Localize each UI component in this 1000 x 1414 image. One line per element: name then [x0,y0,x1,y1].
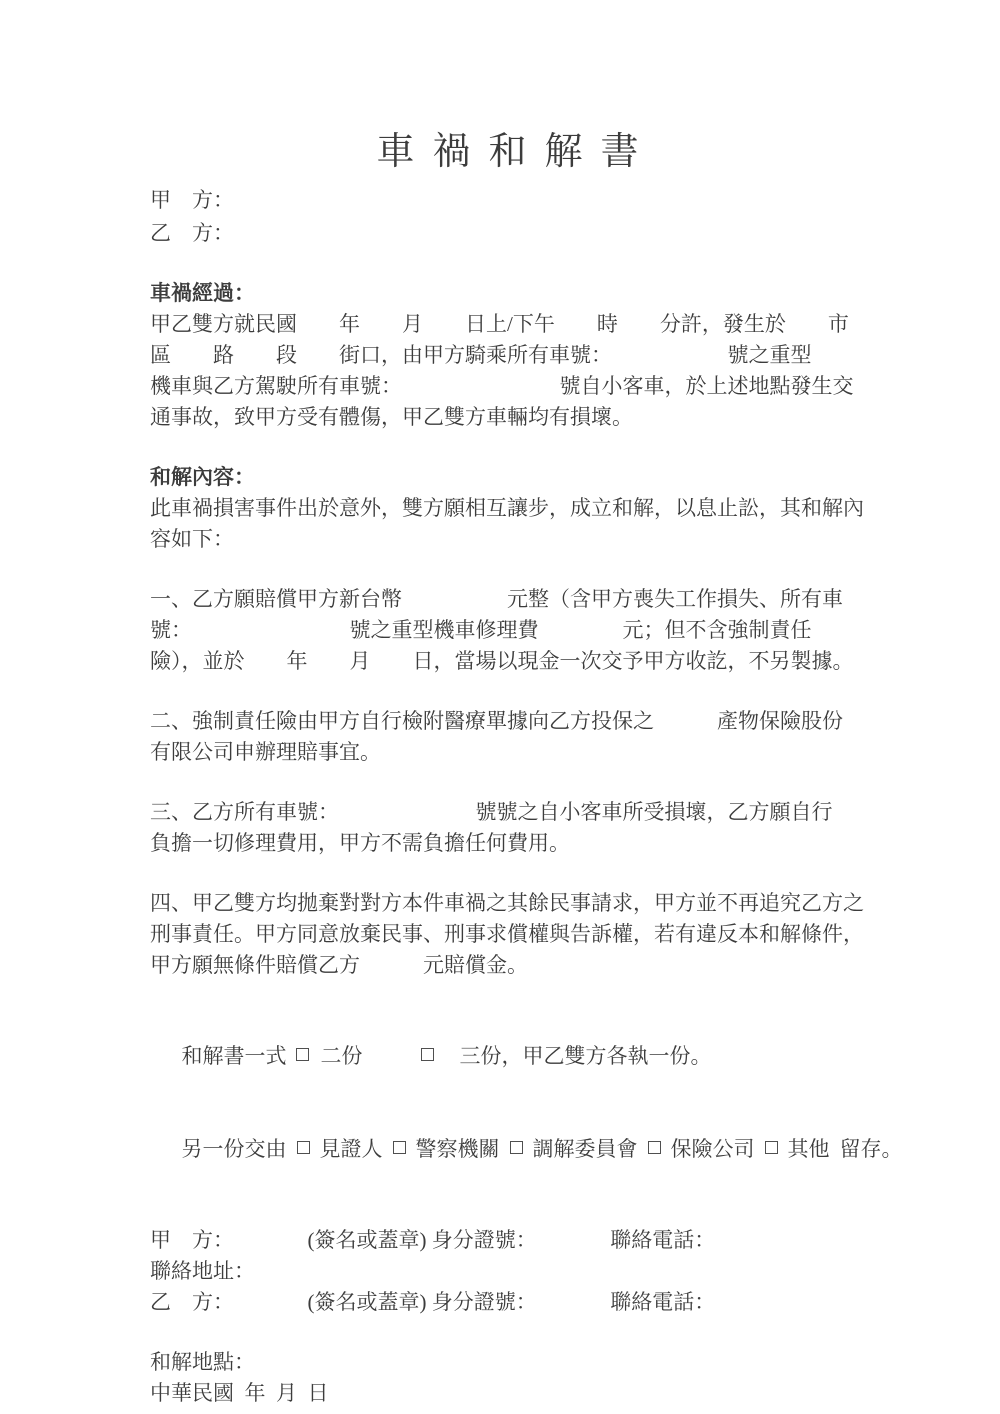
settlement-line: 此車禍損害事件出於意外，雙方願相互讓步，成立和解，以息止訟，其和解內 [150,496,864,520]
label-three-copies: 三份，甲乙雙方各執一份。 [459,1044,712,1068]
signature-party-b-line: 乙 方： (簽名或蓋章) 身分證號： 聯絡電話： [150,1290,716,1314]
roc-date-line: 中華民國 年 月 日 [150,1381,329,1405]
label-police: 警察機關 [415,1137,500,1161]
item-1-compensation [150,584,865,677]
checkbox-police [393,1141,406,1154]
checkbox-mediation-committee [510,1141,523,1154]
item-line: 險），並於 年 月 日，當場以現金一次交予甲方收訖，不另製據。 [150,649,854,673]
item-line: 負擔一切修理費用，甲方不需負擔任何費用。 [150,831,570,855]
contact-address-line: 聯絡地址： [150,1259,255,1283]
parties-block [150,184,865,250]
settlement-line: 容如下： [150,527,234,551]
item-line: 四、甲乙雙方均拋棄對對方本件車禍之其餘民事請求，甲方並不再追究乙方之 [150,891,864,915]
label-other: 其他 [787,1137,830,1161]
item-line: 一、乙方願賠償甲方新台幣 元整（含甲方喪失工作損失、所有車 [150,587,843,611]
item-line: 三、乙方所有車號： 號號之自小客車所受損壞，乙方願自行 [150,800,833,824]
copies-count-prefix: 和解書一式 [181,1044,287,1068]
party-a-label: 甲 方： [150,188,234,212]
checkbox-insurance-company [648,1141,661,1154]
settlement-place-line: 和解地點： [150,1350,255,1374]
item-line: 甲方願無條件賠償乙方 元賠償金。 [150,953,528,977]
party-b-label: 乙 方： [150,221,234,245]
checkbox-two-copies [296,1048,309,1061]
signature-section [150,1225,865,1318]
item-line: 有限公司申辦理賠事宜。 [150,740,381,764]
item-line: 刑事責任。甲方同意放棄民事、刑事求償權與告訴權，若有違反本和解條件， [150,922,864,946]
settlement-heading: 和解內容： [150,465,255,489]
accident-line: 機車與乙方駕駛所有車號： 號自小客車，於上述地點發生交 [150,374,854,398]
accident-line: 甲乙雙方就民國 年 月 日上/下午 時 分許，發生於 市 [150,312,849,336]
label-witness: 見證人 [319,1137,383,1161]
label-mediation-committee: 調解委員會 [532,1137,638,1161]
checkbox-three-copies [421,1048,434,1061]
checkbox-witness [297,1141,310,1154]
accident-line: 通事故，致甲方受有體傷，甲乙雙方車輛均有損壞。 [150,405,633,429]
item-line: 二、強制責任險由甲方自行檢附醫療單據向乙方投保之 產物保險股份 [150,709,843,733]
accident-line: 區 路 段 街口，由甲方騎乘所有車號： 號之重型 [150,343,812,367]
checkbox-other [765,1141,778,1154]
copies-holder-suffix: 留存。 [839,1137,903,1161]
item-3-vehicle-damage [150,797,865,859]
item-2-insurance [150,706,865,768]
accident-section [150,278,865,433]
item-line: 號： 號之重型機車修理費 元；但不含強制責任 [150,618,812,642]
footer-section [150,1347,865,1409]
copies-holder-prefix: 另一份交由 [181,1137,287,1161]
settlement-section [150,462,865,555]
copies-count-line [150,1010,865,1103]
signature-party-a-line: 甲 方： (簽名或蓋章) 身分證號： 聯絡電話： [150,1228,716,1252]
item-4-waiver [150,888,865,981]
label-insurance-company: 保險公司 [670,1137,755,1161]
copies-holder-line [150,1103,903,1196]
accident-heading: 車禍經過： [150,281,255,305]
document-title: 車禍和解書 [376,131,657,173]
copies-section [150,1010,903,1196]
label-two-copies: 二份 [320,1044,363,1068]
